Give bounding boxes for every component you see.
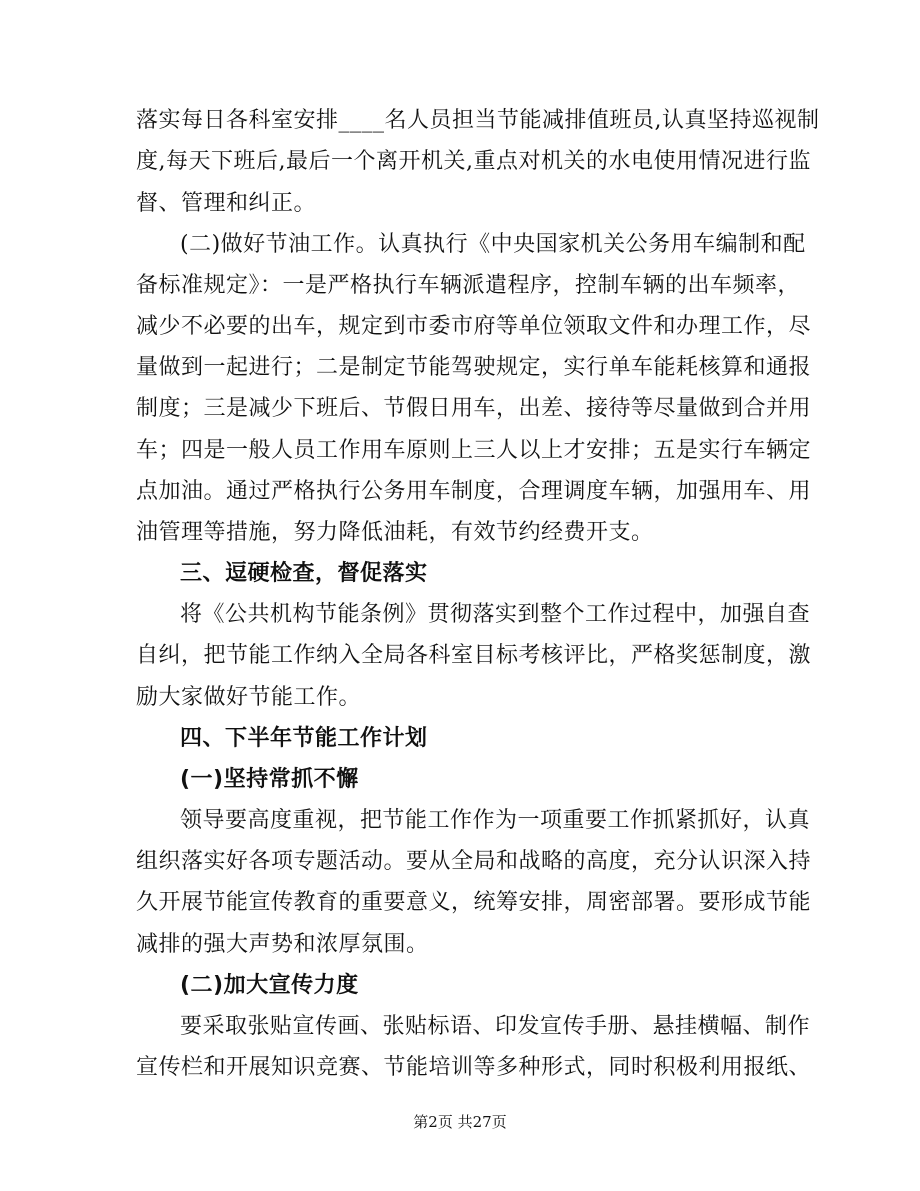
subsection-heading: (一)坚持常抓不懈	[180, 767, 359, 792]
text-line: 领导要高度重视，把节能工作作为一项重要工作抓紧抓好，认真	[180, 808, 811, 833]
text-line: 量做到一起进行；二是制定节能驾驶规定，实行单车能耗核算和通报	[136, 355, 812, 380]
text-line: 要采取张贴宣传画、张贴标语、印发宣传手册、悬挂横幅、制作	[180, 1014, 811, 1039]
text-line: 油管理等措施，努力降低油耗，有效节约经费开支。	[136, 520, 654, 545]
text-line: 组织落实好各项专题活动。要从全局和战略的高度，充分认识深入持	[136, 849, 812, 874]
text-line: 久开展节能宣传教育的重要意义，统筹安排，周密部署。要形成节能	[136, 890, 812, 915]
section-heading: 四、下半年节能工作计划	[180, 726, 428, 751]
text-line: 减少不必要的出车，规定到市委市府等单位领取文件和办理工作，尽	[136, 314, 812, 339]
text-line: 点加油。通过严格执行公务用车制度，合理调度车辆，加强用车、用	[136, 479, 812, 504]
text-line: 督、管理和纠正。	[136, 191, 317, 216]
text-line: 将《公共机构节能条例》贯彻落实到整个工作过程中，加强自查	[180, 602, 811, 627]
section-heading: 三、逗硬检查，督促落实	[180, 561, 428, 586]
text-line: 度,每天下班后,最后一个离开机关,重点对机关的水电使用情况进行监	[136, 149, 811, 174]
text-line: 车；四是一般人员工作用车原则上三人以上才安排；五是实行车辆定	[136, 438, 812, 463]
text-line: 备标准规定》：一是严格执行车辆派遣程序，控制车辆的出车频率，	[136, 273, 801, 298]
text-line: 励大家做好节能工作。	[136, 685, 362, 710]
text-line: 减排的强大声势和浓厚氛围。	[136, 932, 429, 957]
page-number: 第2页 共27页	[413, 1113, 507, 1131]
text-line: 宣传栏和开展知识竞赛、节能培训等多种形式，同时积极利用报纸、	[136, 1055, 812, 1080]
subsection-heading: (二)加大宣传力度	[180, 973, 359, 998]
text-line: 落实每日各科室安排____名人员担当节能减排值班员,认真坚持巡视制	[136, 108, 820, 133]
text-line: (二)做好节油工作。认真执行《中央国家机关公务用车编制和配	[180, 232, 806, 257]
text-line: 制度；三是减少下班后、节假日用车，出差、接待等尽量做到合并用	[136, 396, 812, 421]
text-line: 自纠，把节能工作纳入全局各科室目标考核评比，严格奖惩制度，激	[136, 643, 812, 668]
